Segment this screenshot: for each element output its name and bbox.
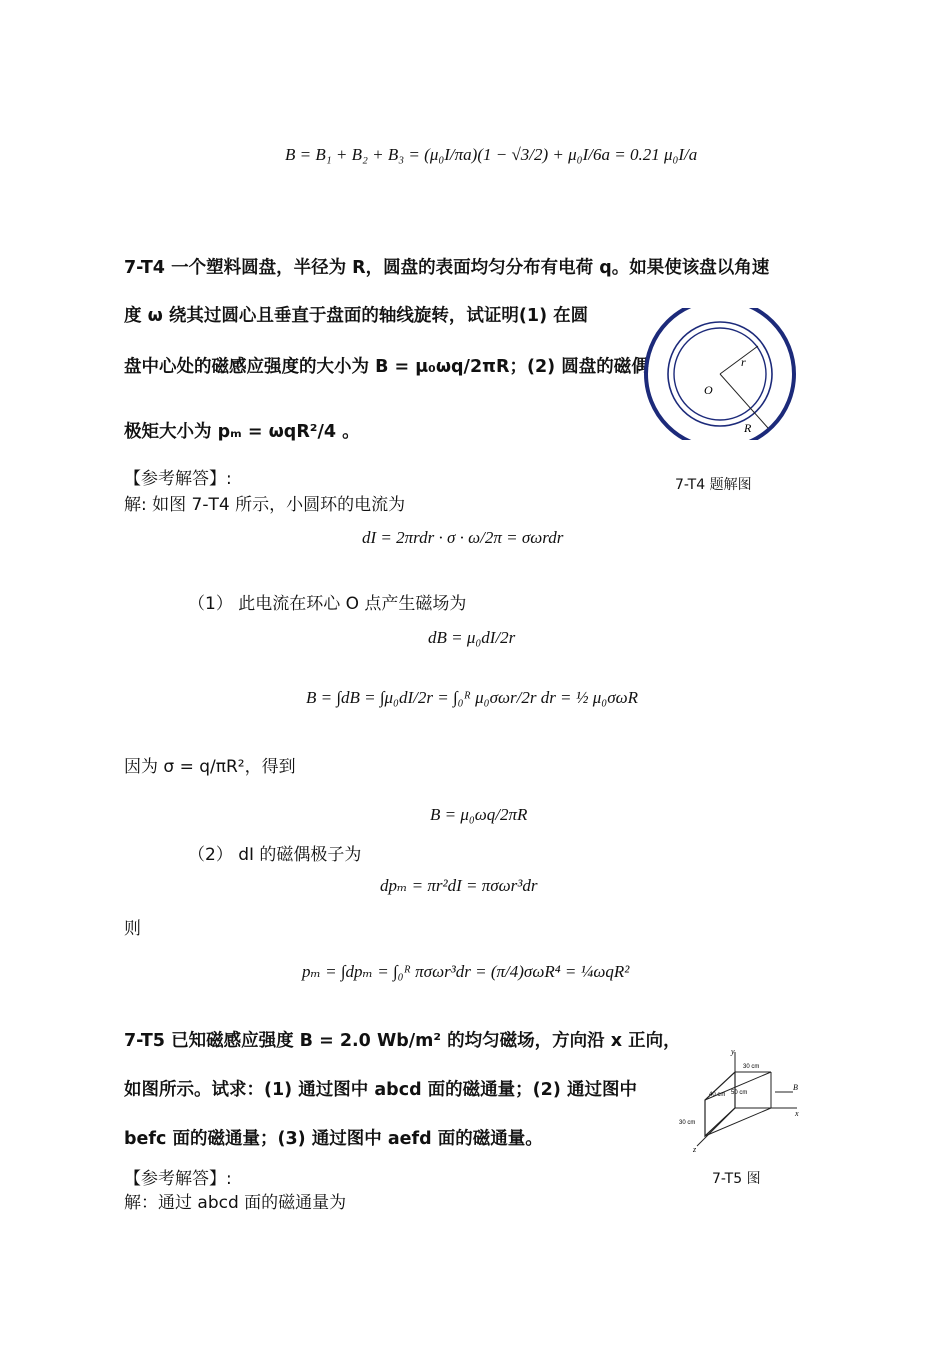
t4-step-1: （1） 此电流在环心 O 点产生磁场为 — [188, 594, 467, 614]
t4-then: 则 — [124, 919, 141, 939]
t4-problem-line-4: 极矩大小为 pₘ = ωqR²/4 。 — [124, 422, 360, 442]
t5-problem-line-1: 7-T5 已知磁感应强度 B = 2.0 Wb/m² 的均匀磁场，方向沿 x 正向， — [124, 1031, 681, 1051]
label-dim3: 50 cm — [731, 1090, 748, 1096]
t5-figure — [675, 1048, 805, 1158]
label-dim1: 30 cm — [743, 1064, 760, 1070]
face-abcd — [705, 1072, 735, 1136]
label-y: y — [731, 1048, 735, 1056]
label-z: z — [693, 1145, 697, 1154]
label-R: R — [744, 421, 752, 435]
equation-b-total: B = B₁ + B₂ + B₃ = (μ₀I/πa)(1 − √3/2) + μ₀I/6a = 0.21 μ₀I/a — [285, 145, 698, 164]
label-dim2: 40 cm — [709, 1092, 726, 1098]
t4-problem-line-2: 度 ω 绕其过圆心且垂直于盘面的轴线旋转，试证明(1) 在圆 — [124, 306, 589, 326]
edge-bottom — [705, 1108, 771, 1136]
equation-pm: pₘ = ∫dpₘ = ∫₀ᴿ πσωr³dr = (π/4)σωR⁴ = ¼ωqR² — [302, 962, 630, 981]
label-O: O — [704, 383, 713, 397]
t4-problem-line-1: 7-T4 一个塑料圆盘，半径为 R，圆盘的表面均匀分布有电荷 q。如果使该盘以角速 — [124, 258, 770, 278]
label-r: r — [741, 355, 746, 369]
t5-figure-caption: 7-T5 图 — [712, 1171, 761, 1187]
t5-problem-line-3: befc 面的磁通量；(3) 通过图中 aefd 面的磁通量。 — [124, 1129, 543, 1149]
t4-step-2: （2） dI 的磁偶极子为 — [188, 845, 362, 865]
t4-answer-heading: 【参考解答】: — [124, 469, 232, 489]
t5-problem-line-2: 如图所示。试求：(1) 通过图中 abcd 面的磁通量；(2) 通过图中 — [124, 1080, 637, 1100]
t5-solution-intro: 解：通过 abcd 面的磁通量为 — [124, 1193, 347, 1213]
equation-B-result: B = μ₀ωq/2πR — [430, 805, 528, 824]
equation-dB: dB = μ₀dI/2r — [428, 628, 516, 647]
equation-dpm: dpₘ = πr²dI = πσωr³dr — [380, 876, 538, 895]
prism-diagram — [675, 1048, 805, 1158]
radius-r — [720, 346, 758, 374]
label-dim4: 30 cm — [679, 1120, 696, 1126]
label-x: x — [795, 1109, 799, 1118]
t4-figure-caption: 7-T4 题解图 — [675, 477, 752, 493]
t4-solution-intro: 解: 如图 7-T4 所示，小圆环的电流为 — [124, 495, 406, 515]
t4-problem-line-3: 盘中心处的磁感应强度的大小为 B = μ₀ωq/2πR；(2) 圆盘的磁偶 — [124, 357, 649, 377]
disk-diagram — [640, 308, 800, 440]
label-B: B — [793, 1083, 798, 1092]
equation-B-integral: B = ∫dB = ∫μ₀dI/2r = ∫₀ᴿ μ₀σωr/2r dr = ½ μ₀σωR — [306, 688, 638, 707]
t4-because-sigma: 因为 σ = q/πR²，得到 — [124, 757, 296, 777]
t4-figure — [640, 308, 800, 440]
equation-dI: dI = 2πrdr · σ · ω/2π = σωrdr — [362, 528, 564, 547]
t5-answer-heading: 【参考解答】: — [124, 1169, 232, 1189]
